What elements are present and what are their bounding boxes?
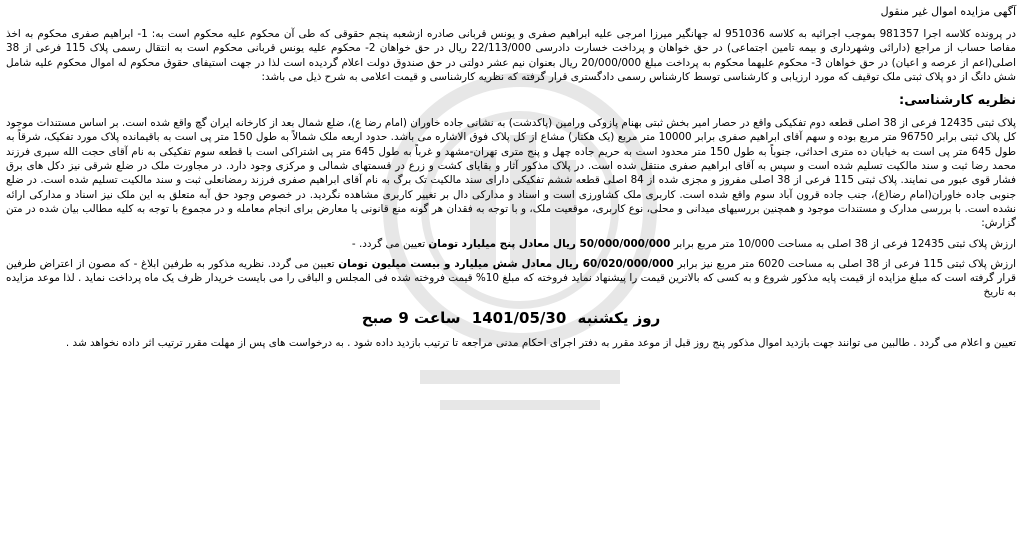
valuation-1-tail: تعیین می گردد. -: [351, 237, 429, 250]
valuation-2-text: ارزش پلاک ثبتی 115 فرعی از 38 اصلی به مساحت 6020 متر مربع نیز برابر: [673, 257, 1017, 270]
auction-date: 1401/05/30: [471, 308, 567, 327]
valuation-2-tail: تعیین می گردد. نظریه مذکور به طرفین ابلاغ - که مصون از اعتراض طرفین قرار گرفته است که مبلغ مزایده از قیمت پایه مذکور شروع و به کسی که بالاترین قیمت را پیشنهاد نماید فروخته که مبلغ 10% قیمت فروخته شده فی المجلس و الباقی را می بایست خریدار ظرف یک ماه پرداخت نماید . لذا موعد مزایده به تاریخ: [6, 257, 1016, 299]
valuation-1-text: ارزش پلاک ثبتی 12435 فرعی از 38 اصلی به مساحت 10/000 متر مربع برابر: [670, 237, 1016, 250]
closing-paragraph: تعیین و اعلام می گردد . طالبین می توانند جهت بازدید اموال مذکور پنج روز قبل از موعد مقرر به دفتر اجرای احکام مدنی مراجعه تا ترتیب بازدید داده شود . به درخواست های پس از مهلت مقرر ترتیب اثر داده نخواهد شد .: [65, 336, 1016, 349]
intro-paragraph: در پرونده کلاسه اجرا 981357 بموجب اجرائیه به کلاسه 951036 له جهانگیر میرزا امرجی علیه ابراهیم صفری و یونس قربانی صادره ازشعبه پنجم حقوقی که طی آن محکوم علیه محکوم است به: 1- ابراهیم صفری محکوم به اخذ مفاصا حساب از مراجع (دارائی وشهرداری و بیمه تامین اجتماعی) در حق خواهان و پرداخت خسارت دادرسی 22/113/000 ریال در حق خواهان 2- محکوم علیه یونس قربانی محکوم است به انتقال رسمی پلاک 115 فرعی از 38 اصلی(اعم از عرصه و اعیان) در حق خواهان 3- محکوم علیهما محکوم به پرداخت مبلغ 20/000/000 ریال بعنوان نیم عشر دولتی در حق صندوق دولت اعلام گردیده است لذا در جهت استیفای حقوق محکوم له اموال محکوم علیه شامل شش دانگ از دو پلاک ثبتی ملک توقیف که مورد ارزیابی و کارشناسی توسط کارشناس رسمی دادگستری قرار گرفته که نظریه کارشناسی و قیمت اعلامی به شرح ذیل می باشد:: [6, 28, 1017, 83]
notice-title: آگهی مزایده اموال غیر منقول: [880, 5, 1016, 18]
auction-day: روز یکشنبه: [577, 308, 661, 327]
auction-time: ساعت 9 صبح: [361, 308, 461, 327]
expert-opinion-heading: نظریه کارشناسی:: [899, 93, 1016, 109]
auction-date-line: [6, 308, 1016, 328]
valuation-1-amount: 50/000/000/000 ریال معادل پنج میلیارد تومان: [428, 237, 671, 250]
expert-opinion-paragraph: پلاک ثبتی 12435 فرعی از 38 اصلی قطعه دوم تفکیکی واقع در حصار امیر بخش ثبتی بهنام پازوکی ورامین (پاکدشت) به نشانی جاده خاوران (امام رضا ع)، ضلع شمال بعد از کارخانه ایران گچ واقع شده است. بر اساس مستندات موجود کل پلاک ثبتی برابر 96750 متر مربع بوده و سهم آقای ابراهیم صفری برابر 10000 متر مربع (یک هکتار) مشاع از کل پلاک فوق الاشاره می باشد. حدود اربعه ملک شمالاً به طول 150 متر پی است به باقیمانده پلاک مورد تفکیک، شرقاً به طول 645 متر پی است به خیابان ده متری احداثی، جنوباً به طول 150 متر محدود است به حریم جاده چهل و پنج متری تهران-مشهد و غرباً به طول 645 متر پی اشتراکی است با قطعه سوم تفکیکی به نام آقای حجت الله سیری فرزند محمد رضا ثبت و سند مالکیت تسلیم شده است و سپس به آقای ابراهیم صفری منتقل شده است. در پلاک مذکور آثار و بقایای کشت و زرع در قسمتهای شمالی و مرکزی وجود دارد. در مجاورت ملک در ضلع شرقی نیز دکل های برق فشار قوی عبور می نمایند. پلاک ثبتی 115 فرعی از 38 اصلی مفروز و مجزی شده از 84 اصلی قطعه ششم تفکیکی دارای سند مالکیت تک برگ به نام آقای ابراهیم صفری فرزند رمضانعلی ثبت و سند مالکیت تسلیم شده است. در ضلع جنوبی جاده خاوران(امام رضا(ع)، جنب جاده قرون آباد سوم واقع شده است. کاربری ملک کشاورزی است و اسناد و مدارکی دال بر تغییر کاربری مشاهده نگردید. در خصوص وجود حق آبه متعلق به این ملک نیز اسناد و مدارکی ارائه نشده است. با بررسی مدارک و مستندات موجود و همچنین بررسیهای میدانی و محلی، نوع کاربری، موقعیت ملک، و با توجه به فقدان هر گونه منع قانونی یا معارض برای انجام معامله و در مجموع با توجه به کلیه مطالب بیان شده در متن گزارش:: [6, 117, 1017, 230]
valuation-paragraph-1: [6, 237, 1016, 251]
valuation-paragraph-2: [6, 257, 1016, 300]
valuation-2-amount: 60/020/000/000 ریال معادل شش میلیارد و بیست میلیون تومان: [338, 257, 674, 270]
